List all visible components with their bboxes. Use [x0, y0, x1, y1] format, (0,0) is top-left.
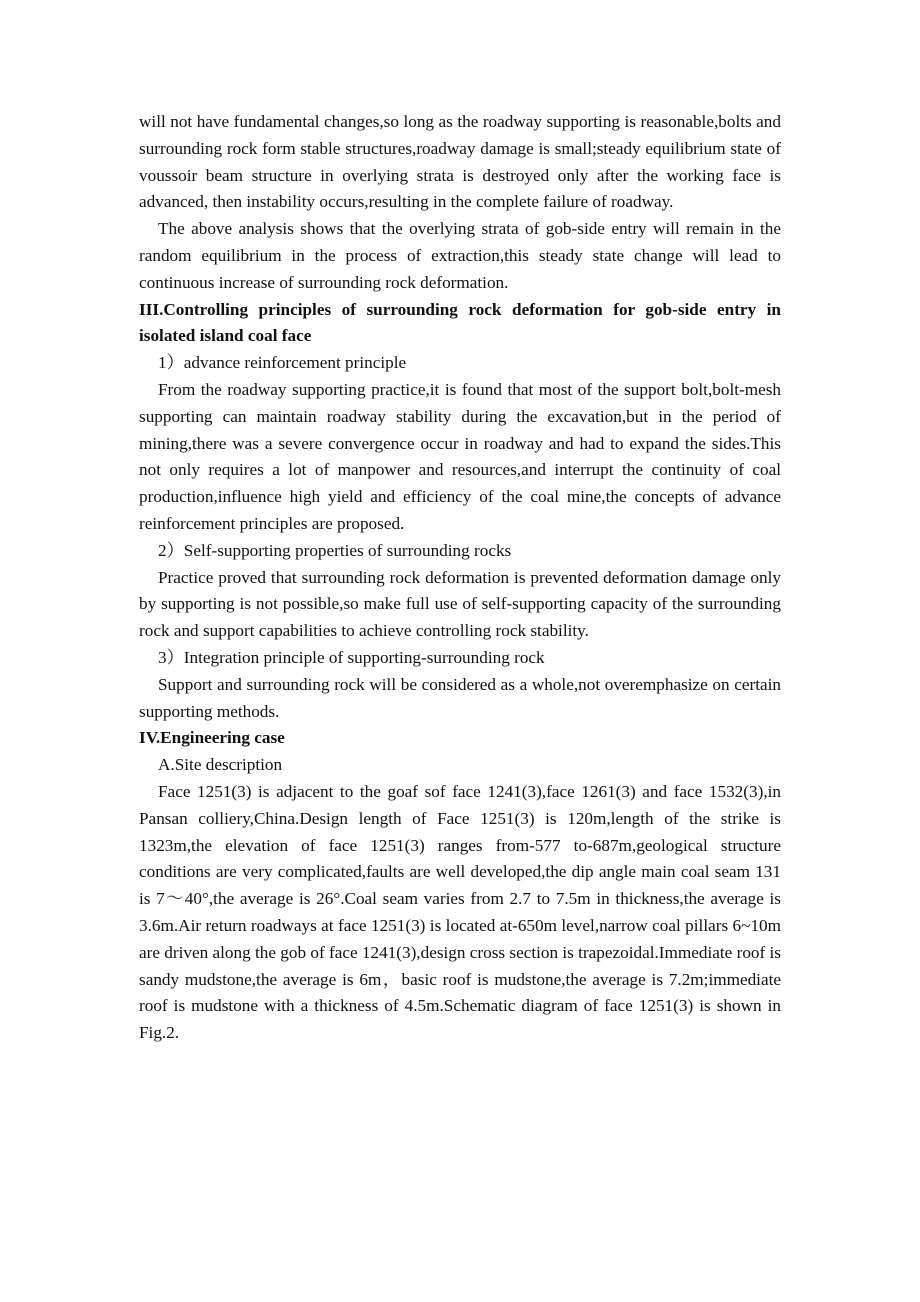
paragraph-site-description: Face 1251(3) is adjacent to the goaf sof face 1241(3),face 1261(3) and face 1532(3),in Pansan colliery,China.Design length of Face 1251(3) is 120m,length of the strike is 1323m,the elevation of face 1251(3) ranges from-577 to-687m,geological structure conditions are very complicated,faults are well developed,the dip angle main coal seam 131 is 7～40°,the average is 26°.Coal seam varies from 2.7 to 7.5m in thickness,the average is 3.6m.Air return roadways at face 1251(3) is located at-650m level,narrow coal pillars 6~10m are driven along the gob of face 1241(3),design cross section is trapezoidal.Immediate roof is sandy mudstone,the average is 6m，basic roof is mudstone,the average is 7.2m;immediate roof is mudstone with a thickness of 4.5m.Schematic diagram of face 1251(3) is shown in Fig.2.: [139, 781, 781, 1043]
paragraph-continuation: will not have fundamental changes,so long as the roadway supporting is reasonable,bolts and surrounding rock form stable structures,roadway damage is small;steady equilibrium state of voussoir beam structure in overlying strata is destroyed only after the working face is advanced, then instability occurs,resulting in the complete failure of roadway.: [139, 112, 781, 212]
document-page: [139, 109, 781, 1047]
subheading-site-description: A.Site description: [158, 755, 283, 775]
paragraph-analysis-summary: The above analysis shows that the overlying strata of gob-side entry will remain in the random equilibrium in the process of extraction,this steady state change will lead to continuous increase of surrounding rock deformation.: [139, 219, 781, 292]
subheading-integration-principle: 3）Integration principle of supporting-surrounding rock: [158, 647, 545, 667]
subheading-advance-reinforcement: 1）advance reinforcement principle: [158, 353, 407, 373]
subheading-self-supporting: 2）Self-supporting properties of surrounding rocks: [158, 540, 512, 560]
section-heading-engineering-case: IV.Engineering case: [139, 728, 285, 748]
paragraph-advance-reinforcement: From the roadway supporting practice,it is found that most of the support bolt,bolt-mesh supporting can maintain roadway stability during the excavation,but in the period of mining,there was a severe convergence occur in roadway and had to expand the sides.This not only requires a lot of manpower and resources,and interrupt the continuity of coal production,influence high yield and efficiency of the coal mine,the concepts of advance reinforcement principles are proposed.: [139, 379, 781, 533]
section-heading-controlling-principles: III.Controlling principles of surrounding rock deformation for gob-side entry in isolated island coal face: [139, 299, 781, 346]
paragraph-integration-principle: Support and surrounding rock will be considered as a whole,not overemphasize on certain supporting methods.: [139, 674, 781, 721]
paragraph-self-supporting: Practice proved that surrounding rock deformation is prevented deformation damage only by supporting is not possible,so make full use of self-supporting capacity of the surrounding rock and support capabilities to achieve controlling rock stability.: [139, 567, 781, 641]
